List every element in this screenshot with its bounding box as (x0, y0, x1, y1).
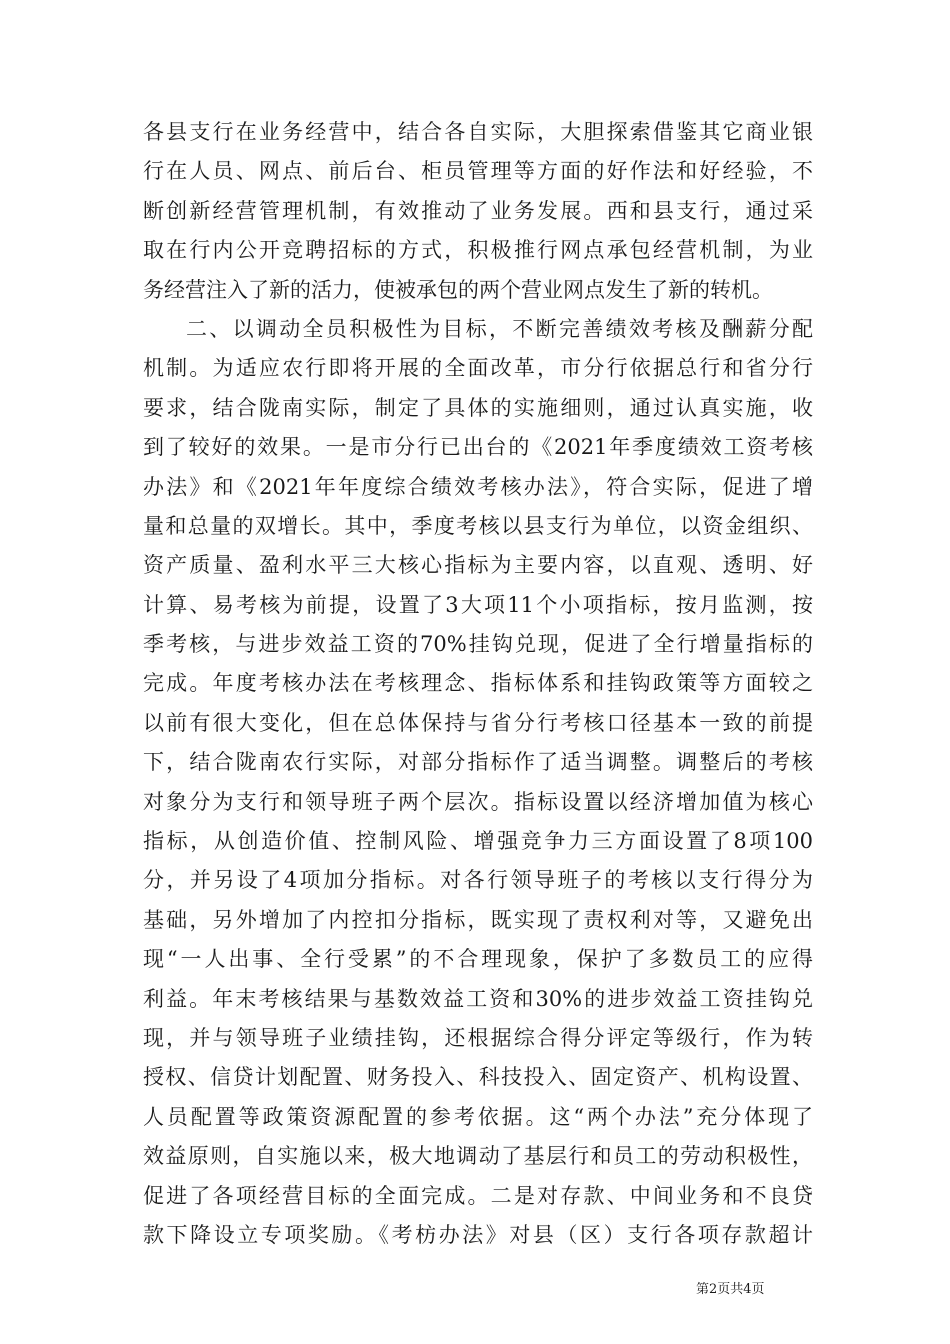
page-number-footer: 第2页共4页 (696, 1282, 765, 1297)
text-line: 效益原则，自实施以来，极大地调动了基层行和员工的劳动积极性， (143, 1144, 813, 1169)
text-line: 现，并与领导班子业绩挂钩，还根据综合得分评定等级行，作为转 (143, 1025, 813, 1050)
text-line: 分，并另设了4项加分指标。对各行领导班子的考核以支行得分为 (143, 868, 813, 893)
text-line: 完成。年度考核办法在考核理念、指标体系和挂钩政策等方面较之 (143, 671, 813, 696)
text-line: 办法》和《2021年年度综合绩效考核办法》，符合实际，促进了增 (143, 474, 813, 499)
text-line: 到了较好的效果。一是市分行已出台的《2021年季度绩效工资考核 (143, 435, 813, 460)
text-line: 对象分为支行和领导班子两个层次。指标设置以经济增加值为核心 (143, 789, 813, 814)
text-line: 要求，结合陇南实际，制定了具体的实施细则，通过认真实施，收 (143, 395, 813, 420)
text-line: 款下降设立专项奖励。《考枋办法》对县（区）支行各项存款超计 (143, 1222, 813, 1247)
text-line: 下，结合陇南农行实际，对部分指标作了适当调整。调整后的考核 (143, 750, 813, 775)
text-line: 促进了各项经营目标的全面完成。二是对存款、中间业务和不良贷 (143, 1183, 813, 1208)
text-line: 各县支行在业务经营中，结合各自实际，大胆探索借鉴其它商业银 (143, 120, 813, 144)
text-line: 务经营注入了新的活力，使被承包的两个营业网点发生了新的转机。 (143, 277, 773, 302)
text-line: 以前有很大变化，但在总体保持与省分行考核口径基本一致的前提 (143, 710, 813, 735)
text-line: 机制。为适应农行即将开展的全面改革，市分行依据总行和省分行 (143, 356, 813, 381)
text-line: 行在人员、网点、前后台、柜员管理等方面的好作法和好经验，不 (143, 159, 813, 184)
text-line: 计算、易考核为前提，设置了3大项11个小项指标，按月监测，按 (143, 592, 813, 617)
text-line: 资产质量、盈利水平三大核心指标为主要内容，以直观、透明、好 (143, 553, 813, 578)
text-line: 利益。年末考核结果与基数效益工资和30%的进步效益工资挂钩兑 (143, 986, 813, 1011)
text-line: 季考核，与进步效益工资的70%挂钩兑现，促进了全行增量指标的 (143, 632, 813, 657)
text-line: 基础，另外增加了内控扣分指标，既实现了责权利对等，又避免出 (143, 907, 813, 932)
text-line: 二、以调动全员积极性为目标，不断完善绩效考核及酬薪分配 (186, 316, 813, 341)
text-line: 量和总量的双增长。其中，季度考核以县支行为单位，以资金组织、 (143, 513, 813, 538)
text-line: 授权、信贷计划配置、财务投入、科技投入、固定资产、机构设置、 (143, 1065, 813, 1090)
body-text (143, 113, 813, 1255)
text-line: 人员配置等政策资源配置的参考依据。这“两个办法”充分体现了 (143, 1104, 813, 1129)
text-line: 现“一人出事、全行受累”的不合理现象，保护了多数员工的应得 (143, 947, 813, 972)
text-line: 断创新经营管理机制，有效推动了业务发展。西和县支行，通过采 (143, 198, 813, 223)
text-line: 取在行内公开竞聘招标的方式，积极推行网点承包经营机制，为业 (143, 238, 813, 263)
text-line: 指标，从创造价值、控制风险、增强竞争力三方面设置了8项100 (143, 829, 813, 854)
